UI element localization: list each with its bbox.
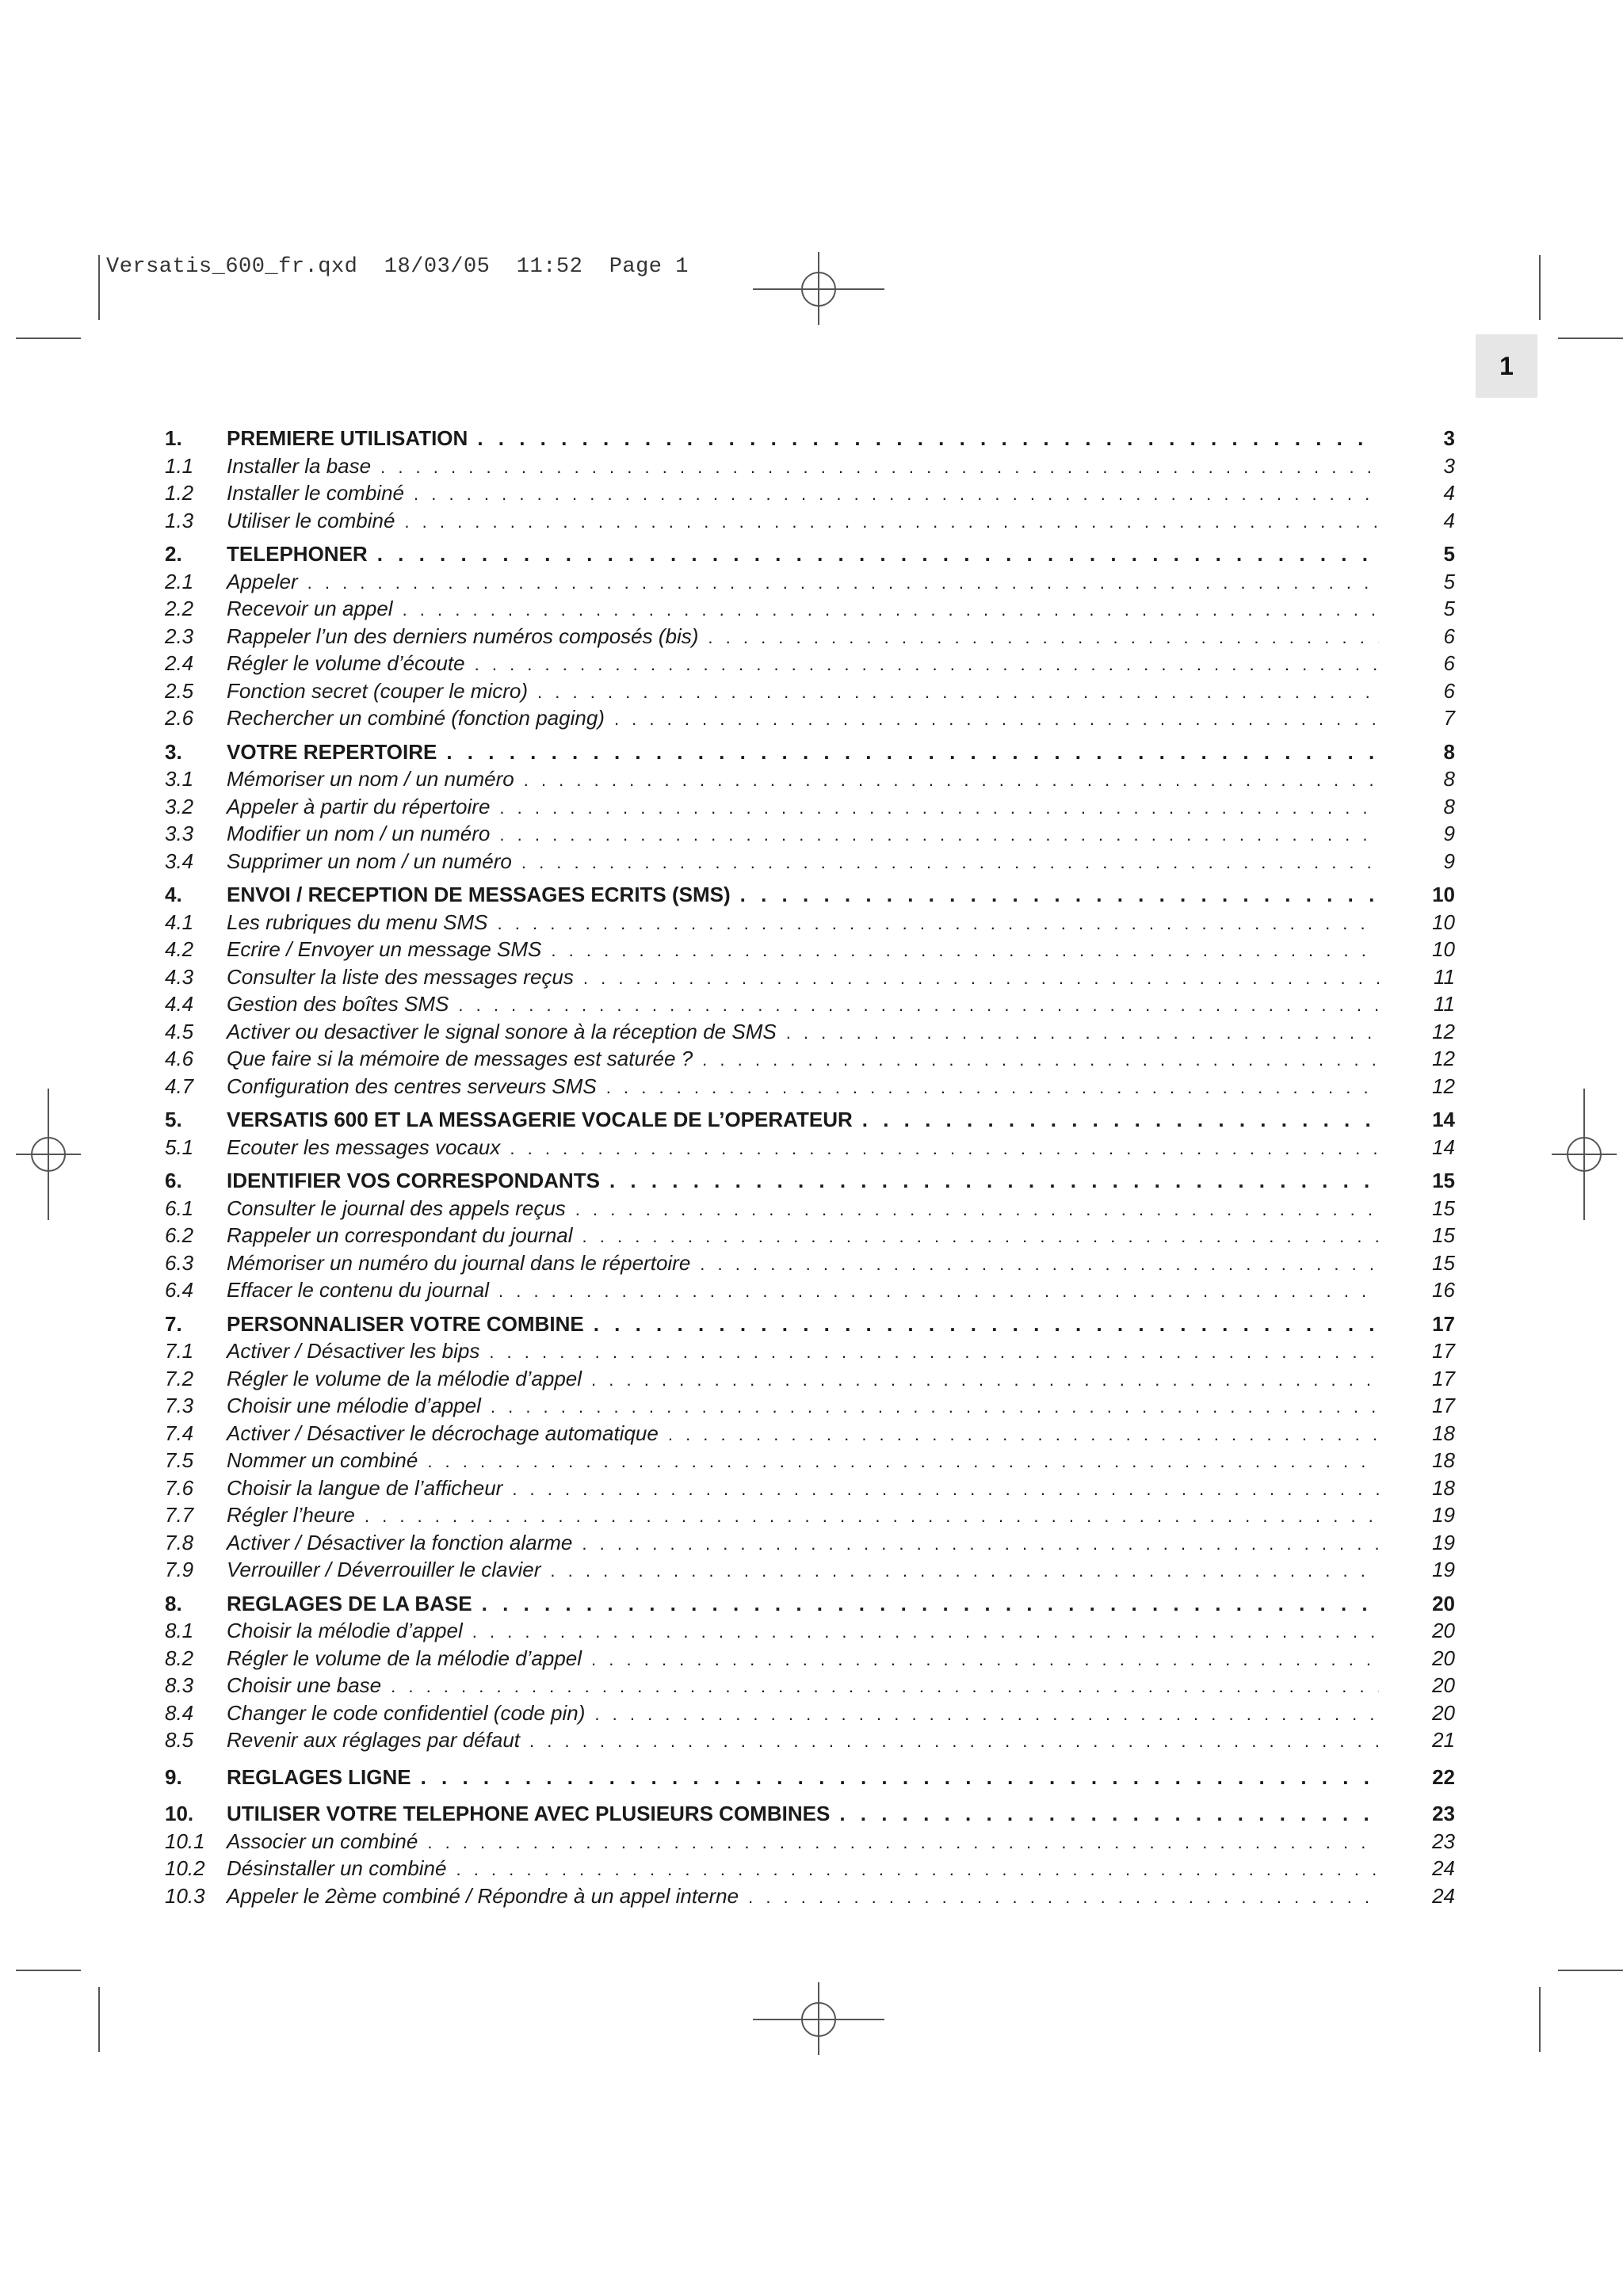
toc-entry-number: 3.1 xyxy=(165,767,194,791)
toc-entry-number: 3. xyxy=(165,739,182,764)
toc-entry-number: 7.5 xyxy=(165,1448,194,1472)
toc-section-row xyxy=(165,1167,1455,1195)
toc-dot-leader xyxy=(427,1448,1379,1476)
toc-subsection-row xyxy=(165,452,1455,480)
toc-entry-page: 24 xyxy=(1432,1883,1455,1908)
toc-entry-page: 9 xyxy=(1443,849,1455,873)
toc-entry-title: Choisir la langue de l’afficheur xyxy=(227,1475,503,1500)
toc-entry-title: Activer ou desactiver le signal sonore à la réception de SMS xyxy=(227,1019,777,1043)
toc-section-row xyxy=(165,881,1455,909)
toc-dot-leader xyxy=(524,767,1379,795)
toc-dot-leader xyxy=(404,509,1379,536)
toc-dot-leader xyxy=(708,624,1379,652)
toc-entry-page: 17 xyxy=(1432,1311,1455,1336)
toc-entry-title: REGLAGES LIGNE xyxy=(227,1764,411,1789)
toc-entry-title: Appeler le 2ème combiné / Répondre à un appel interne xyxy=(227,1883,739,1908)
toc-subsection-row xyxy=(165,1645,1455,1672)
toc-entry-page: 18 xyxy=(1432,1421,1455,1445)
toc-subsection-row xyxy=(165,1529,1455,1557)
toc-entry-page: 9 xyxy=(1443,822,1455,845)
toc-entry-title: Activer / Désactiver les bips xyxy=(227,1339,480,1363)
toc-section-row xyxy=(165,738,1455,766)
toc-entry-page: 3 xyxy=(1443,426,1455,450)
toc-dot-leader xyxy=(702,1047,1379,1074)
toc-entry-title: Modifier un nom / un numéro xyxy=(227,822,491,845)
toc-entry-page: 10 xyxy=(1432,910,1455,934)
toc-entry-number: 3.2 xyxy=(165,794,194,818)
registration-mark-bottom-circle xyxy=(801,2002,836,2037)
toc-entry-page: 7 xyxy=(1443,706,1455,730)
toc-entry-page: 8 xyxy=(1443,739,1455,764)
toc-entry-title: VERSATIS 600 ET LA MESSAGERIE VOCALE DE L’OPERATEUR xyxy=(227,1108,853,1131)
toc-entry-title: Ecouter les messages vocaux xyxy=(227,1135,501,1159)
toc-entry-page: 17 xyxy=(1432,1366,1455,1390)
toc-section-row xyxy=(165,1800,1455,1828)
toc-entry-number: 1.3 xyxy=(165,508,194,532)
toc-dot-leader xyxy=(606,1074,1379,1102)
toc-entry-page: 3 xyxy=(1443,453,1455,478)
toc-dot-leader xyxy=(583,965,1379,993)
toc-dot-leader xyxy=(403,597,1379,624)
toc-entry-page: 19 xyxy=(1432,1503,1455,1527)
toc-entry-page: 19 xyxy=(1432,1530,1455,1554)
toc-dot-leader xyxy=(391,1673,1379,1701)
toc-section-row xyxy=(165,425,1455,452)
toc-dot-leader xyxy=(475,651,1379,679)
crop-mark-bottom-left-horizontal xyxy=(16,1970,81,1971)
toc-entry-number: 4.5 xyxy=(165,1019,194,1043)
toc-dot-leader xyxy=(456,1856,1379,1884)
toc-dot-leader xyxy=(582,1531,1379,1558)
toc-subsection-row xyxy=(165,677,1455,705)
toc-entry-page: 20 xyxy=(1432,1591,1455,1615)
toc-entry-page: 23 xyxy=(1432,1829,1455,1853)
toc-subsection-row xyxy=(165,1249,1455,1277)
toc-dot-leader xyxy=(582,1223,1379,1251)
toc-entry-page: 15 xyxy=(1432,1250,1455,1275)
toc-entry-number: 2.6 xyxy=(165,706,194,730)
toc-subsection-row xyxy=(165,1501,1455,1529)
toc-subsection-row xyxy=(165,1195,1455,1222)
toc-subsection-row xyxy=(165,1365,1455,1393)
toc-dot-leader xyxy=(427,1829,1379,1857)
print-slug-line: Versatis_600_fr.qxd 18/03/05 11:52 Page 1 xyxy=(106,255,689,279)
toc-entry-number: 8. xyxy=(165,1591,182,1615)
toc-subsection-row xyxy=(165,1828,1455,1855)
toc-entry-page: 14 xyxy=(1432,1108,1455,1131)
toc-section-row xyxy=(165,1310,1455,1338)
toc-entry-page: 19 xyxy=(1432,1558,1455,1581)
toc-entry-title: Régler l’heure xyxy=(227,1503,355,1527)
toc-dot-leader xyxy=(748,1884,1379,1912)
toc-dot-leader xyxy=(307,570,1379,597)
toc-entry-number: 6.4 xyxy=(165,1278,194,1302)
toc-subsection-row xyxy=(165,963,1455,991)
toc-subsection-row xyxy=(165,1617,1455,1645)
toc-dot-leader xyxy=(591,1367,1379,1394)
toc-entry-title: Ecrire / Envoyer un message SMS xyxy=(227,937,542,961)
toc-entry-number: 4. xyxy=(165,883,182,906)
toc-entry-page: 11 xyxy=(1434,992,1455,1016)
toc-subsection-row xyxy=(165,1337,1455,1365)
toc-subsection-row xyxy=(165,1672,1455,1699)
toc-dot-leader xyxy=(668,1421,1379,1449)
toc-entry-title: Choisir la mélodie d’appel xyxy=(227,1619,463,1642)
toc-entry-title: Installer le combiné xyxy=(227,481,404,505)
toc-entry-page: 21 xyxy=(1432,1728,1455,1752)
toc-entry-number: 2.2 xyxy=(165,597,194,620)
toc-entry-title: Mémoriser un nom / un numéro xyxy=(227,767,514,791)
toc-entry-title: Supprimer un nom / un numéro xyxy=(227,849,512,873)
toc-entry-page: 10 xyxy=(1432,883,1455,906)
toc-section-row xyxy=(165,540,1455,568)
toc-entry-number: 6. xyxy=(165,1169,182,1192)
toc-entry-title: UTILISER VOTRE TELEPHONE AVEC PLUSIEURS COMBINES xyxy=(227,1802,831,1825)
toc-entry-number: 2.3 xyxy=(165,624,194,648)
toc-entry-number: 4.7 xyxy=(165,1074,194,1098)
toc-subsection-row xyxy=(165,990,1455,1018)
crop-mark-bottom-right-horizontal xyxy=(1558,1970,1623,1971)
toc-entry-title: TELEPHONER xyxy=(227,542,368,566)
toc-entry-number: 4.3 xyxy=(165,964,194,989)
toc-subsection-row xyxy=(165,909,1455,936)
toc-entry-number: 7.7 xyxy=(165,1503,194,1527)
toc-subsection-row xyxy=(165,1474,1455,1502)
toc-entry-number: 8.2 xyxy=(165,1646,194,1670)
toc-entry-title: Verrouiller / Déverrouiller le clavier xyxy=(227,1558,541,1581)
toc-subsection-row xyxy=(165,1018,1455,1046)
toc-entry-page: 5 xyxy=(1443,542,1455,566)
toc-entry-title: Choisir une mélodie d’appel xyxy=(227,1394,481,1417)
toc-entry-page: 4 xyxy=(1443,508,1455,532)
toc-entry-title: Revenir aux réglages par défaut xyxy=(227,1728,521,1752)
toc-entry-title: Régler le volume d’écoute xyxy=(227,651,465,675)
toc-entry-title: Fonction secret (couper le micro) xyxy=(227,678,529,703)
toc-subsection-row xyxy=(165,848,1455,875)
toc-subsection-row xyxy=(165,765,1455,793)
toc-entry-page: 20 xyxy=(1432,1646,1455,1670)
toc-dot-leader xyxy=(594,1701,1379,1729)
toc-dot-leader xyxy=(575,1196,1379,1224)
toc-entry-number: 9. xyxy=(165,1764,182,1789)
toc-dot-leader xyxy=(499,795,1379,822)
toc-entry-page: 14 xyxy=(1432,1135,1455,1159)
toc-entry-title: REGLAGES DE LA BASE xyxy=(227,1591,472,1615)
toc-entry-number: 2.1 xyxy=(165,569,194,593)
toc-entry-number: 10.1 xyxy=(165,1829,205,1853)
toc-entry-title: Gestion des boîtes SMS xyxy=(227,992,449,1016)
toc-entry-number: 10.2 xyxy=(165,1856,205,1880)
toc-dot-leader xyxy=(499,822,1379,849)
toc-dot-leader xyxy=(472,1619,1379,1646)
toc-subsection-row xyxy=(165,936,1455,963)
toc-entry-page: 18 xyxy=(1432,1475,1455,1500)
toc-subsection-row xyxy=(165,650,1455,677)
toc-dot-leader xyxy=(421,1764,1379,1791)
toc-subsection-row xyxy=(165,479,1455,507)
toc-subsection-row xyxy=(165,568,1455,596)
toc-subsection-row xyxy=(165,1882,1455,1910)
toc-dot-leader xyxy=(786,1020,1379,1047)
toc-entry-number: 8.3 xyxy=(165,1673,194,1697)
toc-subsection-row xyxy=(165,1726,1455,1754)
toc-entry-number: 7. xyxy=(165,1311,182,1336)
toc-entry-title: PREMIERE UTILISATION xyxy=(227,426,468,450)
toc-entry-title: Consulter la liste des messages reçus xyxy=(227,964,574,989)
toc-entry-page: 15 xyxy=(1432,1223,1455,1247)
toc-entry-page: 20 xyxy=(1432,1700,1455,1725)
toc-entry-page: 8 xyxy=(1443,767,1455,791)
toc-entry-page: 4 xyxy=(1443,481,1455,505)
toc-entry-number: 7.8 xyxy=(165,1530,194,1554)
toc-subsection-row xyxy=(165,793,1455,821)
toc-entry-page: 23 xyxy=(1432,1802,1455,1825)
toc-entry-title: ENVOI / RECEPTION DE MESSAGES ECRITS (SMS) xyxy=(227,883,731,906)
crop-mark-top-right-vertical xyxy=(1539,255,1541,320)
crop-mark-top-left-horizontal xyxy=(16,338,81,339)
toc-entry-number: 2. xyxy=(165,542,182,566)
toc-entry-number: 6.1 xyxy=(165,1196,194,1220)
toc-dot-leader xyxy=(477,425,1379,452)
toc-dot-leader xyxy=(512,1476,1379,1504)
toc-entry-title: Installer la base xyxy=(227,453,372,478)
toc-dot-leader xyxy=(458,992,1379,1020)
toc-entry-title: Appeler xyxy=(227,569,298,593)
toc-entry-title: Que faire si la mémoire de messages est saturée ? xyxy=(227,1047,693,1070)
toc-entry-number: 1. xyxy=(165,426,182,450)
toc-entry-page: 22 xyxy=(1432,1764,1455,1789)
toc-entry-title: Activer / Désactiver la fonction alarme xyxy=(227,1530,573,1554)
toc-subsection-row xyxy=(165,1222,1455,1249)
toc-entry-page: 15 xyxy=(1432,1196,1455,1220)
toc-entry-page: 16 xyxy=(1432,1278,1455,1302)
toc-entry-title: Changer le code confidentiel (code pin) xyxy=(227,1700,586,1725)
table-of-contents xyxy=(165,425,1455,1909)
toc-entry-number: 4.4 xyxy=(165,992,194,1016)
toc-entry-number: 5. xyxy=(165,1108,182,1131)
toc-entry-title: Régler le volume de la mélodie d’appel xyxy=(227,1646,582,1670)
toc-entry-page: 10 xyxy=(1432,937,1455,961)
toc-entry-title: Rappeler un correspondant du journal xyxy=(227,1223,573,1247)
toc-entry-page: 17 xyxy=(1432,1339,1455,1363)
toc-subsection-row xyxy=(165,623,1455,650)
toc-entry-title: Utiliser le combiné xyxy=(227,508,395,532)
toc-entry-page: 17 xyxy=(1432,1394,1455,1417)
toc-subsection-row xyxy=(165,1855,1455,1882)
toc-entry-page: 8 xyxy=(1443,794,1455,818)
toc-entry-title: Activer / Désactiver le décrochage automatique xyxy=(227,1421,659,1445)
toc-entry-number: 7.6 xyxy=(165,1475,194,1500)
toc-entry-page: 11 xyxy=(1434,964,1455,989)
toc-dot-leader xyxy=(414,481,1379,509)
toc-entry-title: Rechercher un combiné (fonction paging) xyxy=(227,706,605,730)
toc-entry-number: 5.1 xyxy=(165,1135,194,1159)
toc-dot-leader xyxy=(489,1339,1379,1367)
toc-subsection-row xyxy=(165,1392,1455,1420)
toc-entry-page: 5 xyxy=(1443,597,1455,620)
toc-entry-number: 1.2 xyxy=(165,481,194,505)
toc-subsection-row xyxy=(165,704,1455,732)
toc-entry-number: 4.1 xyxy=(165,910,194,934)
toc-entry-number: 2.5 xyxy=(165,678,194,703)
toc-entry-title: PERSONNALISER VOTRE COMBINE xyxy=(227,1311,584,1336)
toc-entry-number: 6.2 xyxy=(165,1223,194,1247)
toc-subsection-row xyxy=(165,1045,1455,1073)
toc-entry-page: 12 xyxy=(1432,1074,1455,1098)
toc-dot-leader xyxy=(482,1590,1379,1618)
toc-entry-title: Régler le volume de la mélodie d’appel xyxy=(227,1366,582,1390)
page-number-tab: 1 xyxy=(1476,334,1537,398)
toc-entry-number: 1.1 xyxy=(165,453,194,478)
toc-entry-page: 6 xyxy=(1443,651,1455,675)
toc-subsection-row xyxy=(165,1556,1455,1584)
toc-entry-page: 24 xyxy=(1432,1856,1455,1880)
toc-entry-page: 5 xyxy=(1443,569,1455,593)
toc-subsection-row xyxy=(165,507,1455,535)
toc-subsection-row xyxy=(165,1420,1455,1447)
toc-entry-page: 6 xyxy=(1443,678,1455,703)
toc-entry-number: 4.6 xyxy=(165,1047,194,1070)
toc-dot-leader xyxy=(377,540,1379,568)
toc-subsection-row xyxy=(165,1699,1455,1727)
toc-entry-page: 18 xyxy=(1432,1448,1455,1472)
toc-entry-title: Recevoir un appel xyxy=(227,597,393,620)
toc-entry-number: 7.2 xyxy=(165,1366,194,1390)
crop-mark-top-right-horizontal xyxy=(1558,338,1623,339)
toc-entry-number: 7.9 xyxy=(165,1558,194,1581)
toc-entry-number: 10.3 xyxy=(165,1883,205,1908)
toc-dot-leader xyxy=(591,1646,1379,1674)
toc-dot-leader xyxy=(700,1251,1379,1279)
toc-entry-number: 6.3 xyxy=(165,1250,194,1275)
toc-entry-number: 2.4 xyxy=(165,651,194,675)
toc-dot-leader xyxy=(510,1135,1379,1163)
toc-dot-leader xyxy=(529,1728,1379,1756)
crop-mark-top-left-vertical xyxy=(98,255,100,320)
toc-section-row xyxy=(165,1106,1455,1134)
toc-entry-title: Les rubriques du menu SMS xyxy=(227,910,488,934)
toc-section-row xyxy=(165,1764,1455,1791)
toc-dot-leader xyxy=(839,1800,1379,1828)
toc-entry-page: 20 xyxy=(1432,1673,1455,1697)
toc-subsection-row xyxy=(165,1073,1455,1100)
toc-dot-leader xyxy=(537,679,1379,707)
toc-entry-page: 15 xyxy=(1432,1169,1455,1192)
toc-dot-leader xyxy=(380,454,1379,482)
toc-dot-leader xyxy=(862,1106,1379,1134)
toc-entry-number: 7.4 xyxy=(165,1421,194,1445)
toc-subsection-row xyxy=(165,1134,1455,1161)
toc-entry-title: Associer un combiné xyxy=(227,1829,418,1853)
crop-mark-bottom-left-vertical xyxy=(98,1987,100,2052)
toc-entry-title: IDENTIFIER VOS CORRESPONDANTS xyxy=(227,1169,600,1192)
toc-entry-number: 4.2 xyxy=(165,937,194,961)
toc-dot-leader xyxy=(614,706,1379,734)
toc-entry-page: 12 xyxy=(1432,1047,1455,1070)
toc-entry-number: 8.1 xyxy=(165,1619,194,1642)
toc-entry-title: Choisir une base xyxy=(227,1673,382,1697)
toc-entry-number: 3.4 xyxy=(165,849,194,873)
toc-entry-number: 7.1 xyxy=(165,1339,194,1363)
toc-dot-leader xyxy=(498,1278,1379,1306)
toc-dot-leader xyxy=(365,1503,1379,1531)
toc-section-row xyxy=(165,1590,1455,1618)
toc-entry-page: 12 xyxy=(1432,1019,1455,1043)
toc-entry-title: Consulter le journal des appels reçus xyxy=(227,1196,566,1220)
toc-subsection-row xyxy=(165,820,1455,848)
toc-entry-number: 8.5 xyxy=(165,1728,194,1752)
toc-dot-leader xyxy=(550,1558,1379,1585)
toc-entry-title: Rappeler l’un des derniers numéros composés (bis) xyxy=(227,624,699,648)
registration-mark-top-circle xyxy=(801,272,836,307)
toc-entry-title: Nommer un combiné xyxy=(227,1448,418,1472)
toc-entry-title: VOTRE REPERTOIRE xyxy=(227,739,437,764)
toc-entry-number: 10. xyxy=(165,1802,194,1825)
toc-subsection-row xyxy=(165,1276,1455,1304)
toc-subsection-row xyxy=(165,1447,1455,1474)
toc-subsection-row xyxy=(165,595,1455,623)
toc-entry-number: 8.4 xyxy=(165,1700,194,1725)
toc-entry-page: 20 xyxy=(1432,1619,1455,1642)
registration-mark-left-circle xyxy=(31,1137,66,1172)
toc-dot-leader xyxy=(498,910,1379,938)
crop-mark-bottom-right-vertical xyxy=(1539,1987,1541,2052)
toc-entry-number: 3.3 xyxy=(165,822,194,845)
toc-entry-title: Désinstaller un combiné xyxy=(227,1856,447,1880)
toc-dot-leader xyxy=(521,849,1379,877)
toc-entry-title: Effacer le contenu du journal xyxy=(227,1278,489,1302)
toc-entry-page: 6 xyxy=(1443,624,1455,648)
toc-dot-leader xyxy=(609,1167,1379,1195)
toc-dot-leader xyxy=(491,1394,1379,1421)
toc-dot-leader xyxy=(594,1310,1379,1338)
toc-entry-title: Appeler à partir du répertoire xyxy=(227,794,491,818)
toc-entry-number: 7.3 xyxy=(165,1394,194,1417)
toc-dot-leader xyxy=(446,738,1379,766)
toc-entry-title: Configuration des centres serveurs SMS xyxy=(227,1074,597,1098)
registration-mark-right-circle xyxy=(1567,1137,1602,1172)
toc-entry-title: Mémoriser un numéro du journal dans le répertoire xyxy=(227,1250,691,1275)
toc-dot-leader xyxy=(740,881,1379,909)
toc-dot-leader xyxy=(551,937,1379,965)
